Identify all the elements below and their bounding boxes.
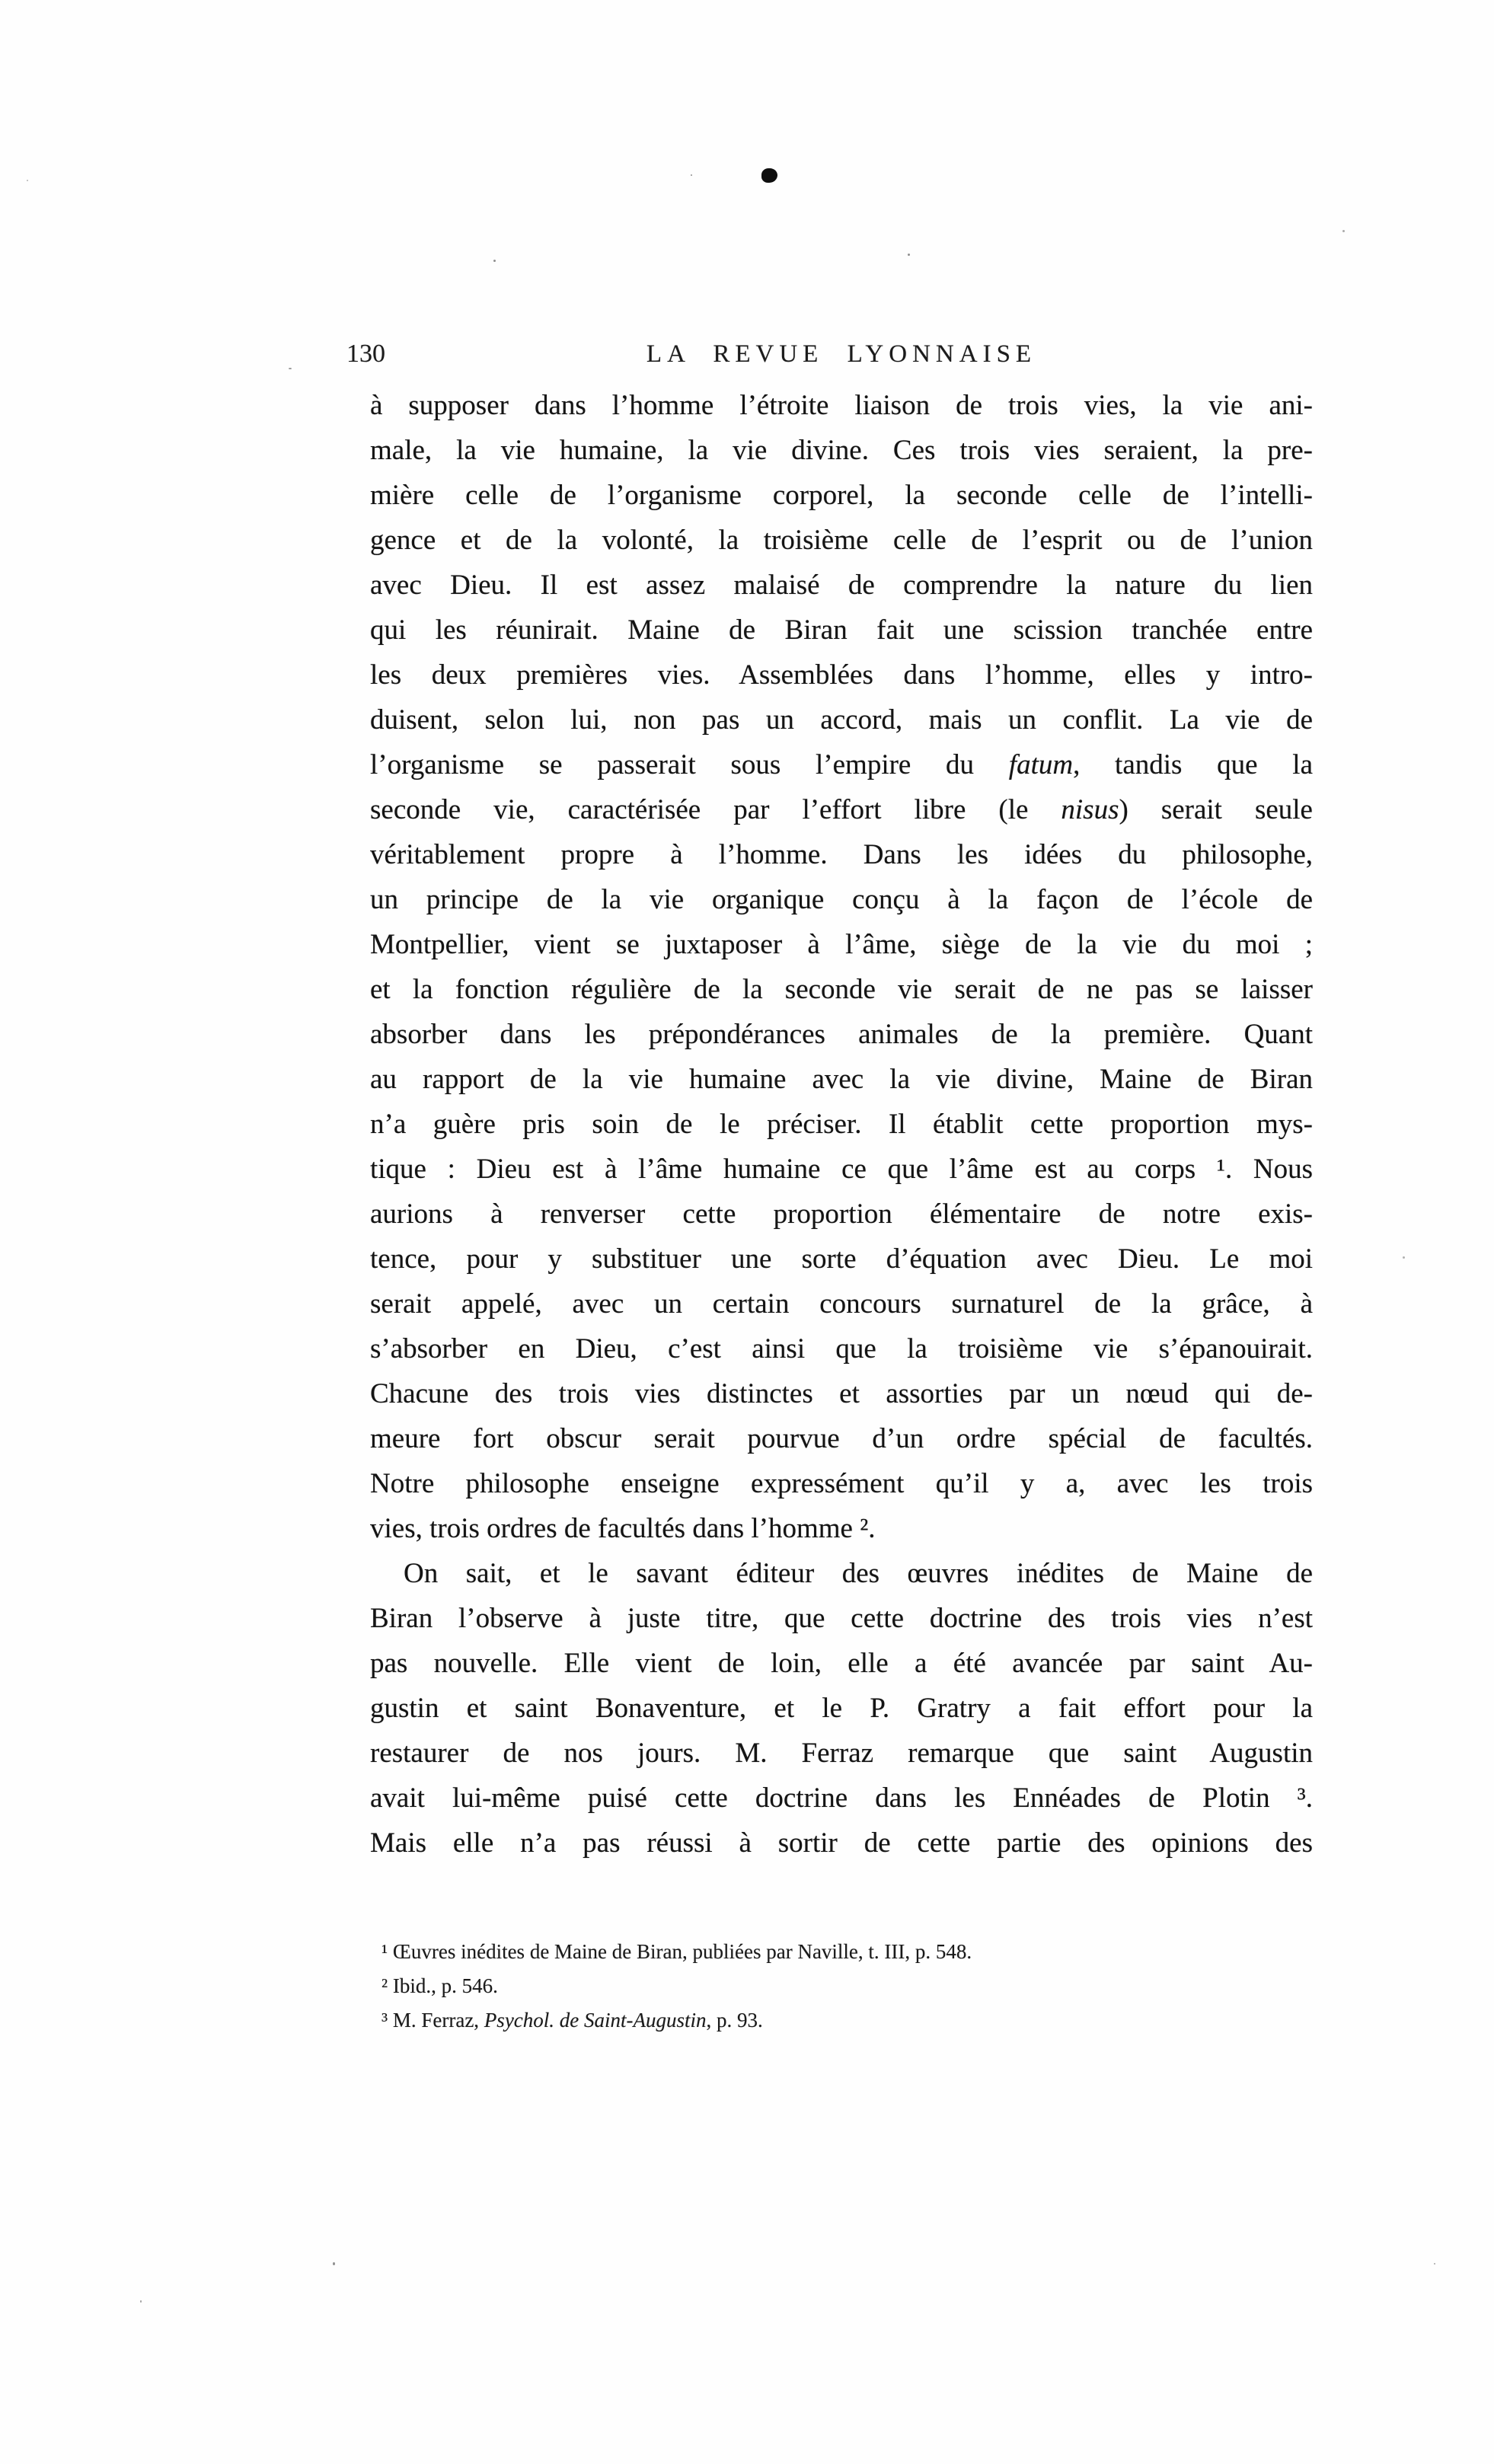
body-text-line: gustin et saint Bonaventure, et le P. Gratry a fait effort pour la — [370, 1693, 1313, 1724]
body-text-line: un principe de la vie organique conçu à la façon de l’école de — [370, 884, 1313, 915]
ink-spot — [761, 168, 777, 183]
body-text-line: restaurer de nos jours. M. Ferraz remarque que saint Augustin — [370, 1738, 1313, 1769]
body-text-line: Chacune des trois vies distinctes et assorties par un nœud qui de- — [370, 1378, 1313, 1409]
body-text-line: serait appelé, avec un certain concours surnaturel de la grâce, à — [370, 1288, 1313, 1320]
scan-speck — [289, 368, 292, 369]
scan-speck — [140, 2300, 142, 2303]
body-text-line: avait lui-même puisé cette doctrine dans les Ennéades de Plotin ³. — [370, 1783, 1313, 1814]
scan-speck — [691, 174, 692, 176]
body-text-line: s’absorber en Dieu, c’est ainsi que la troisième vie s’épanouirait. — [370, 1333, 1313, 1364]
body-text-line: au rapport de la vie humaine avec la vie divine, Maine de Biran — [370, 1064, 1313, 1095]
body-text-line: véritablement propre à l’homme. Dans les idées du philosophe, — [370, 839, 1313, 870]
body-text-line: seconde vie, caractérisée par l’effort libre (le nisus) serait seule — [370, 794, 1313, 825]
body-text-line: Notre philosophe enseigne expressément qu’il y a, avec les trois — [370, 1468, 1313, 1499]
body-text-line: tique : Dieu est à l’âme humaine ce que l’âme est au corps ¹. Nous — [370, 1154, 1313, 1185]
scan-speck — [1342, 230, 1345, 232]
body-text-line: duisent, selon lui, non pas un accord, mais un conflit. La vie de — [370, 704, 1313, 736]
article-body — [370, 383, 1313, 1866]
footnotes — [370, 1935, 1313, 2038]
footnote-line: ³ M. Ferraz, Psychol. de Saint-Augustin, p. 93. — [381, 2009, 763, 2032]
body-text-line: On sait, et le savant éditeur des œuvres inédites de Maine de — [404, 1558, 1313, 1589]
page-number: 130 — [346, 340, 385, 368]
body-text-line: à supposer dans l’homme l’étroite liaison de trois vies, la vie ani- — [370, 390, 1313, 421]
scan-speck — [493, 260, 496, 262]
body-text-line: Mais elle n’a pas réussi à sortir de cette partie des opinions des — [370, 1827, 1313, 1859]
body-text-line: et la fonction régulière de la seconde vie serait de ne pas se laisser — [370, 974, 1313, 1005]
body-text-line: aurions à renverser cette proportion élémentaire de notre exis- — [370, 1198, 1313, 1230]
body-text-line: absorber dans les prépondérances animales de la première. Quant — [370, 1019, 1313, 1050]
footnote-line: ² Ibid., p. 546. — [381, 1974, 498, 1997]
body-text-line: qui les réunirait. Maine de Biran fait une scission tranchée entre — [370, 614, 1313, 646]
body-text-line: vies, trois ordres de facultés dans l’homme ². — [370, 1513, 876, 1544]
body-text-line: les deux premières vies. Assemblées dans l’homme, elles y intro- — [370, 659, 1313, 691]
running-title: LA REVUE LYONNAISE — [646, 340, 1037, 368]
body-text-line: mière celle de l’organisme corporel, la seconde celle de l’intelli- — [370, 480, 1313, 511]
body-text-line: meure fort obscur serait pourvue d’un ordre spécial de facultés. — [370, 1423, 1313, 1454]
body-text-line: n’a guère pris soin de le préciser. Il établit cette proportion mys- — [370, 1109, 1313, 1140]
footnote-line: ¹ Œuvres inédites de Maine de Biran, publiées par Naville, t. III, p. 548. — [381, 1940, 972, 1963]
body-text-line: Biran l’observe à juste titre, que cette doctrine des trois vies n’est — [370, 1603, 1313, 1634]
body-text-line: male, la vie humaine, la vie divine. Ces trois vies seraient, la pre- — [370, 435, 1313, 466]
body-text-line: l’organisme se passerait sous l’empire du fatum, tandis que la — [370, 749, 1313, 780]
scan-speck — [333, 2262, 335, 2265]
body-text-line: pas nouvelle. Elle vient de loin, elle a été avancée par saint Au- — [370, 1648, 1313, 1679]
body-text-line: avec Dieu. Il est assez malaisé de comprendre la nature du lien — [370, 570, 1313, 601]
scan-speck — [27, 180, 28, 181]
body-text-line: gence et de la volonté, la troisième celle de l’esprit ou de l’union — [370, 525, 1313, 556]
scan-speck — [1403, 1256, 1405, 1259]
body-text-line: tence, pour y substituer une sorte d’équation avec Dieu. Le moi — [370, 1243, 1313, 1275]
scan-speck — [908, 254, 910, 256]
scan-speck — [1434, 2263, 1435, 2265]
body-text-line: Montpellier, vient se juxtaposer à l’âme, siège de la vie du moi ; — [370, 929, 1313, 960]
